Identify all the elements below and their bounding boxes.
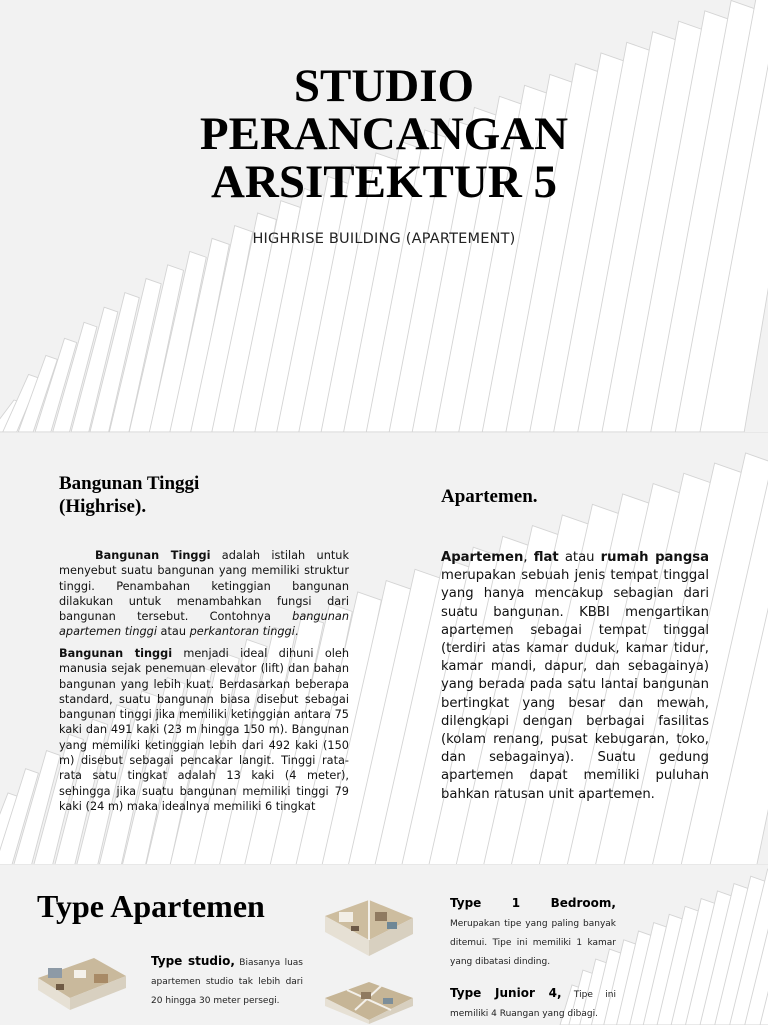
term-bold: rumah pangsa — [600, 550, 710, 565]
type-name: Type Junior 4, — [450, 986, 562, 1000]
title-line-1: STUDIO — [293, 60, 475, 112]
page-subtitle: HIGHRISE BUILDING (APARTEMENT) — [252, 231, 516, 247]
type-apartemen-heading: Type Apartemen — [37, 888, 265, 924]
paragraph-text: adalah istilah untuk menyebut suatu bangunan yang memiliki struktur tinggi. Penambahan ketinggian bangunan dilakukan untuk menambahkan fungsi dari bangunan tersebut. Contohnya — [59, 549, 349, 624]
type-studio-description — [151, 950, 303, 1007]
type-name: Type studio, — [151, 954, 235, 968]
type-junior-4-description — [450, 982, 616, 1020]
term-bold: flat — [533, 550, 559, 565]
highrise-paragraph-1 — [59, 548, 349, 640]
highrise-paragraph-2 — [59, 646, 349, 814]
example-italic: bangunan apartemen tinggi — [59, 610, 349, 639]
apartemen-paragraph — [441, 549, 709, 804]
highrise-heading-line-2: (Highrise). — [59, 496, 147, 517]
page-title — [150, 62, 618, 206]
type-name: Type 1 Bedroom, — [450, 896, 616, 910]
type-text: Biasanya luas apartemen studio tak lebih dari 20 hingga 30 meter persegi. — [151, 958, 303, 1006]
paragraph-text: atau — [156, 625, 190, 639]
floorplan-studio-image — [34, 948, 128, 1016]
floorplan-junior-4-image — [321, 980, 415, 1024]
type-text: Merupakan tipe yang paling banyak ditemui. Tipe ini memiliki 1 kamar yang dibatasi dinding. — [450, 919, 616, 967]
floorplan-1-bedroom-image — [321, 896, 415, 964]
paragraph-text: , — [523, 550, 534, 565]
paragraph-text: menjadi ideal dihuni oleh manusia sejak penemuan elevator (lift) dan bahan bangunan yang lebih kuat. Berdasarkan beberapa standard, suatu bangunan biasa disebut sebagai bangunan tinggi jika memiliki ketinggian antara 75 kaki dan 491 kaki (23 m hingga 150 m). Bangunan yang memiliki ketinggian lebih dari 492 kaki (150 m) disebut sebagai pencakar langit. Tinggi rata-rata satu tingkat adalah 13 kaki (4 meter), sehingga jika suatu bangunan memiliki tinggi 79 kaki (24 m) maka idealnya memiliki 6 tingkat — [59, 647, 349, 813]
term-bold: Apartemen — [441, 550, 524, 565]
title-line-2: PERANCANGAN — [199, 108, 569, 160]
paragraph-text: . — [294, 625, 299, 639]
apartemen-heading: Apartemen. — [441, 486, 538, 507]
slide-title — [0, 0, 768, 432]
paragraph-text: merupakan sebuah jenis tempat tinggal yang hanya mencakup sebagian dari suatu bangunan. KBBI mengartikan apartemen sebagai tempat tinggal (terdiri atas kamar duduk, kamar tidur, kamar mandi, dapur, dan sebagainya) yang berada pada satu lantai bangunan bertingkat yang besar dan mewah, dilengkapi dengan berbagai fasilitas (kolam renang, pusat kebugaran, toko, dan sebagainya). Suatu gedung apartemen dapat memiliki puluhan bahkan ratusan unit apartemen. — [441, 568, 709, 802]
highrise-heading — [59, 472, 319, 518]
paragraph-text: atau — [558, 550, 601, 565]
term-bold: Bangunan Tinggi — [95, 549, 211, 562]
highrise-heading-line-1: Bangunan Tinggi — [59, 473, 200, 494]
type-text: Tipe ini memiliki 4 Ruangan yang dibagi. — [450, 990, 616, 1019]
type-1-bedroom-description — [450, 892, 616, 968]
term-bold: Bangunan tinggi — [59, 647, 173, 660]
title-line-3: ARSITEKTUR 5 — [210, 156, 558, 208]
example-italic: perkantoran tinggi — [189, 625, 295, 639]
